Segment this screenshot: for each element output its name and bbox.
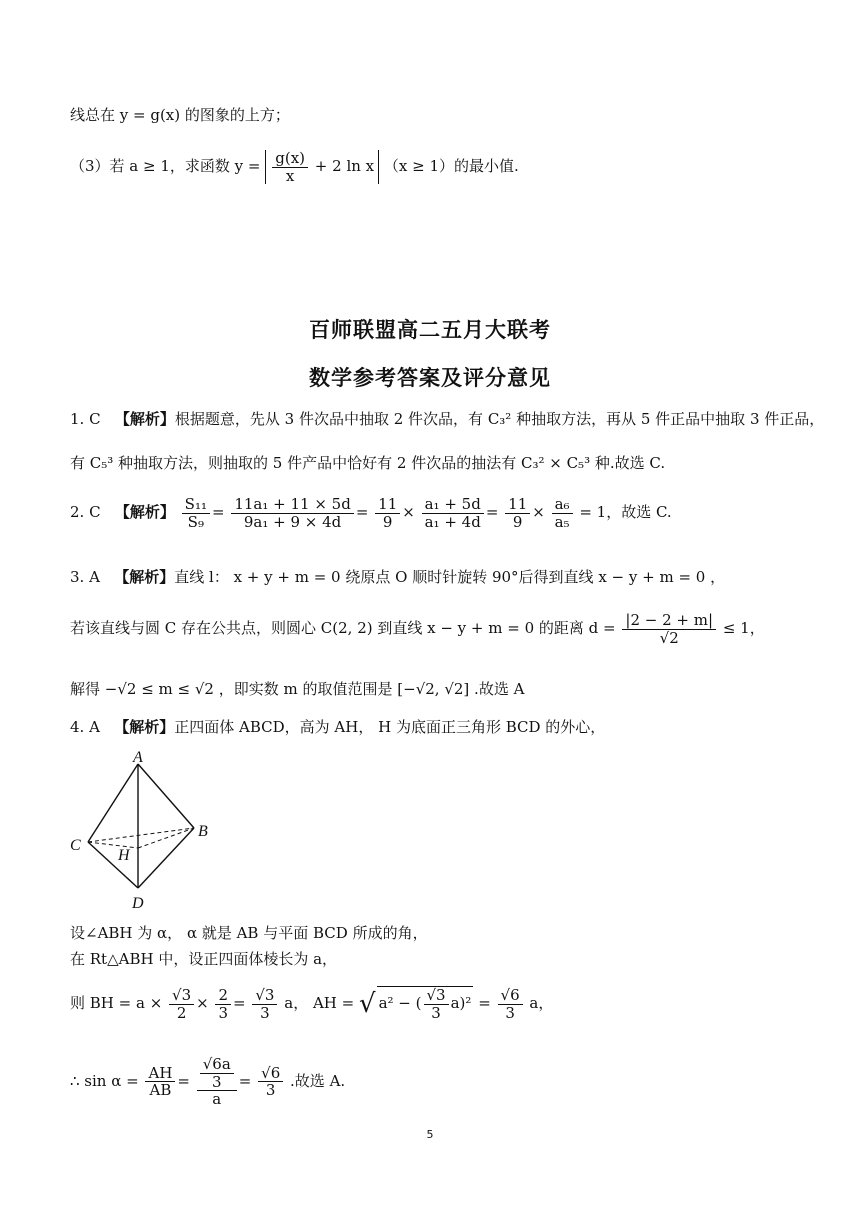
edge-AB [138, 764, 194, 828]
abs-expression: $\frac{g(x)}{x}$ + 2 ln x [265, 150, 379, 184]
answer-4-line5: ∴ sin α = $\frac{AH}{AB}$ = $\frac{\frac{√6a}{3}}{a}$ = $\frac{√6}{3}$ .故选 A. [70, 1055, 346, 1108]
tetrahedron-figure [64, 746, 224, 912]
title-sub: 数学参考答案及评分意见 [309, 366, 551, 390]
label-B: B [198, 823, 208, 840]
label-A: A [133, 749, 143, 766]
edge-BD [138, 828, 194, 888]
answer-3-line2: 若该直线与圆 C 存在公共点，则圆心 C(2, 2) 到直线 x − y + m = 0 的距离 d = $\frac{|2 - 2 + m|}{√2}$ ≤ 1， [70, 611, 765, 647]
label-D: D [132, 895, 144, 912]
edge-AC [88, 764, 138, 842]
edge-CB-hidden [88, 828, 194, 842]
label-H: H [118, 847, 130, 864]
answer-3-line3: 解得 −√2 ≤ m ≤ √2 ，即实数 m 的取值范围是 [−√2, √2] .故选 A [70, 680, 525, 698]
answer-4-line3: 在 Rt△ABH 中，设正四面体棱长为 a， [70, 950, 338, 968]
label-C: C [70, 837, 81, 854]
segment-CH [88, 842, 138, 848]
answer-4-line1: 4. A 【解析】正四面体 ABCD，高为 AH， H 为底面正三角形 BCD 的外心， [70, 718, 606, 736]
title-main: 百师联盟高二五月大联考 [309, 318, 551, 342]
edge-CD [88, 842, 138, 888]
answer-4-line2: 设∠ABH 为 α， α 就是 AB 与平面 BCD 所成的角， [70, 924, 428, 942]
intro-line: 线总在 y = g(x) 的图象的上方； [70, 106, 290, 124]
answer-1-line1: 1. C 【解析】根据题意，先从 3 件次品中抽取 2 件次品，有 C₃² 种抽取方法，再从 5 件正品中抽取 3 件正品， [70, 410, 825, 428]
page-number: 5 [426, 1128, 434, 1141]
answer-1-line2: 有 C₅³ 种抽取方法，则抽取的 5 件产品中恰好有 2 件次品的抽法有 C₃² × C₅³ 种.故选 C. [70, 454, 666, 472]
sqrt-expression: a² − ( $\frac{√3}{3}$ a)² [378, 986, 472, 1022]
answer-3-line1: 3. A 【解析】直线 l： x + y + m = 0 绕原点 O 顺时针旋转 90°后得到直线 x − y + m = 0 ， [70, 568, 726, 586]
answer-4-line4: 则 BH = a × $\frac{√3}{2}$ × $\frac{2}{3}$ = $\frac{√3}{3}$ a， AH = √ a² − ( $\frac{√3}{3}$ a)² = $\frac{√6}{3}$ a， [70, 986, 554, 1022]
question-3: （3）若 a ≥ 1，求函数 y = $\frac{g(x)}{x}$ + 2 ln x （x ≥ 1）的最小值. [70, 149, 519, 185]
answer-2: 2. C 【解析】 $\frac{\text{S₁₁}}{\text{S₉}}$ = $\frac{\text{11a₁ + 11 × 5d}}{\text{9a₁ + 9 × 4d}}$ = $\frac{11}{9}$ × $\frac{\text{a₁ + 5d}}{\text{a₁ + 4d}}$ = $\frac{11}{9}$ × $\frac{\text{a₆}}{\text{a₅}}$ = 1，故选 C. [70, 495, 672, 531]
